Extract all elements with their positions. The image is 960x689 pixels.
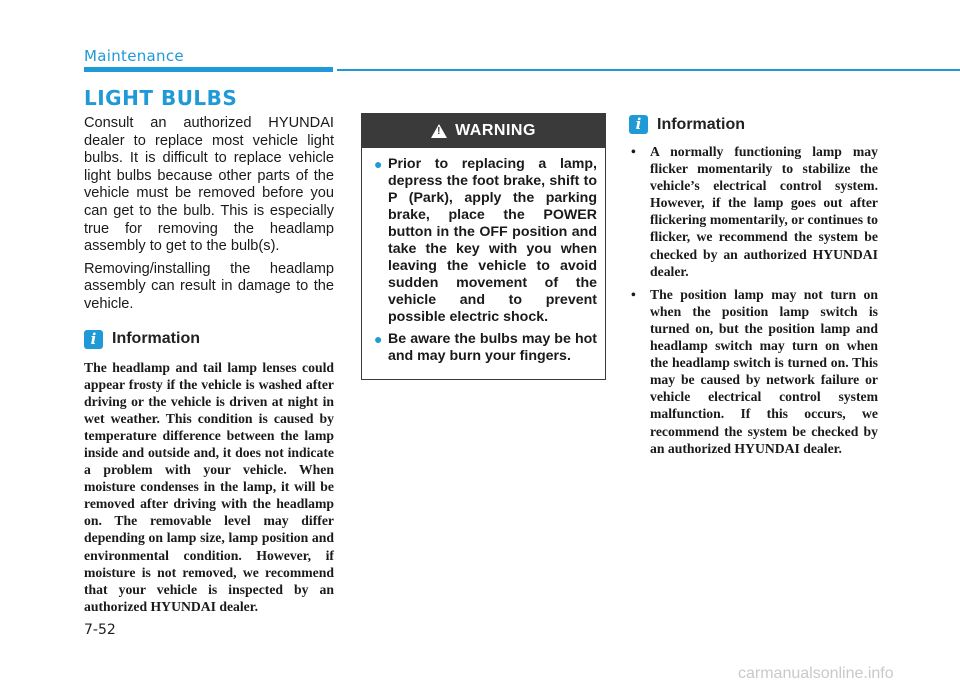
warning-header xyxy=(362,114,605,148)
damage-paragraph: Removing/installing the headlamp assembly can result in damage to the vehicle. xyxy=(84,260,334,312)
bullet-icon: ● xyxy=(374,156,383,172)
info-icon: i xyxy=(84,330,103,349)
column-left xyxy=(84,115,334,615)
info-list xyxy=(629,143,878,457)
warning-box xyxy=(361,113,606,380)
page-number: 7-52 xyxy=(84,622,116,638)
info-icon: i xyxy=(629,115,648,134)
info-list-item-text: The position lamp may not turn on when the position lamp switch is turned on, but the position lamp and headlamp switch may turn on when the headlamp switch is turned on. This may be caused by network failure or vehicle electrical control system malfunction. If this occurs, we recommend the system be checked by an authorized HYUNDAI dealer. xyxy=(650,286,878,456)
info-header xyxy=(84,330,334,349)
warning-title: WARNING xyxy=(455,122,536,139)
info-title: Information xyxy=(112,330,200,348)
intro-paragraph: Consult an authorized HYUNDAI dealer to replace most vehicle light bulbs. It is difficult to replace vehicle light bulbs because other parts of the vehicle must be removed before you can get to the bulb. This is especially true for removing the headlamp assembly to get to the bulb(s). xyxy=(84,115,334,255)
warning-list xyxy=(362,148,605,365)
info-title: Information xyxy=(657,115,745,133)
warning-item xyxy=(374,331,597,365)
info-list-item-text: A normally functioning lamp may flicker momentarily to stabilize the vehicle’s electrical control system. However, if the lamp goes out after flickering momentarily, or continues to flicker, we recommend the system be checked by an authorized HYUNDAI dealer. xyxy=(650,144,878,279)
warning-item-text: Prior to replacing a lamp, depress the foot brake, shift to P (Park), apply the parking brake, place the POWER button in the OFF position and take the key with you when leaving the vehicle to avoid sudden movement of the vehicle and to prevent possible electric shock. xyxy=(388,156,597,325)
warning-item xyxy=(374,156,597,326)
column-right xyxy=(629,115,878,463)
section-label: Maintenance xyxy=(84,47,184,65)
info-list-item xyxy=(629,286,878,457)
header-rule-thin xyxy=(337,69,960,71)
info-text: The headlamp and tail lamp lenses could appear frosty if the vehicle is washed after driving or the vehicle is driven at night in wet weather. This condition is caused by temperature difference between the lamp inside and outside and, it does not indicate a problem with your vehicle. When moisture condenses in the lamp, it will be removed after driving with the headlamp on. The removable level may differ depending on lamp size, lamp position and environmental condition. However, if moisture is not removed, we recommend that your vehicle is inspected by an authorized HYUNDAI dealer. xyxy=(84,359,334,614)
header-rule-thick xyxy=(84,67,333,72)
warning-item-text: Be aware the bulbs may be hot and may burn your fingers. xyxy=(388,331,597,364)
bullet-icon: ● xyxy=(374,331,383,347)
bullet-icon: • xyxy=(631,144,636,159)
warning-triangle-icon: ! xyxy=(431,124,447,138)
info-list-item xyxy=(629,143,878,280)
watermark: carmanualsonline.info xyxy=(738,665,894,682)
bullet-icon: • xyxy=(631,286,636,302)
page-heading: LIGHT BULBS xyxy=(84,86,238,110)
info-header xyxy=(629,115,878,134)
